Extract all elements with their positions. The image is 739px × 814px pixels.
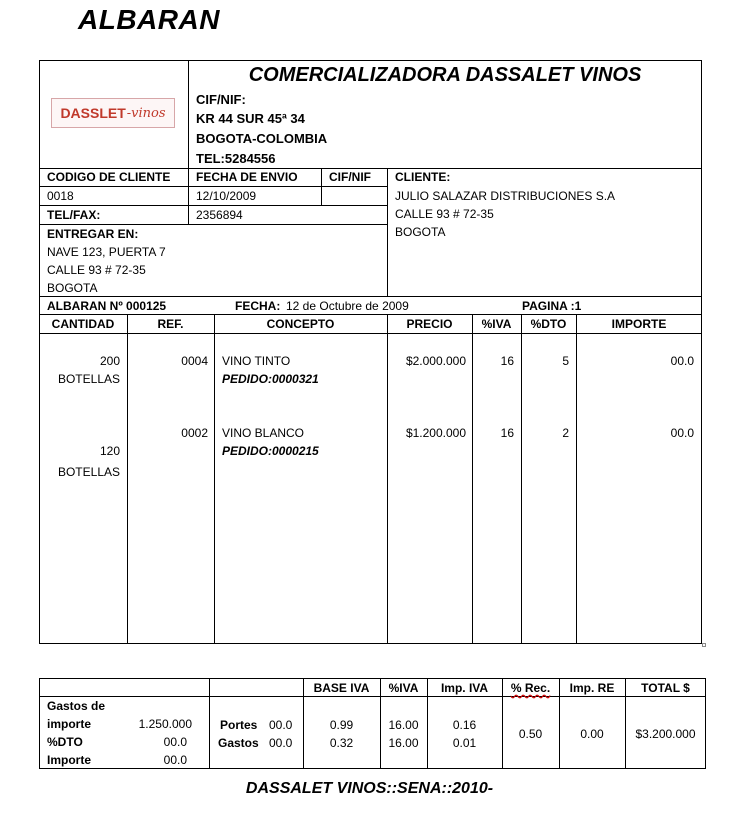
company-cif-label: CIF/NIF: xyxy=(196,92,246,107)
pct-rec-value: 0.50 xyxy=(518,727,543,741)
divider xyxy=(387,168,388,296)
gastos-value: 1.250.000 xyxy=(138,717,192,731)
pct-iva-value: 16.00 xyxy=(388,736,419,750)
item-concepto: VINO BLANCO xyxy=(222,426,305,440)
divider xyxy=(39,314,702,315)
item-precio: $2.000.000 xyxy=(405,354,466,368)
cliente-line: JULIO SALAZAR DISTRIBUCIONES S.A xyxy=(395,189,616,203)
portes-value: 00.0 xyxy=(269,718,293,732)
company-city: BOGOTA-COLOMBIA xyxy=(196,131,328,146)
entregar-line: NAVE 123, PUERTA 7 xyxy=(47,245,166,259)
col-header-concepto: CONCEPTO xyxy=(266,317,335,331)
totals-header-pct-iva: %IVA xyxy=(388,681,419,695)
totals-header-pct-rec xyxy=(502,681,559,695)
divider xyxy=(209,678,210,769)
gastos2-value: 00.0 xyxy=(269,736,293,750)
divider xyxy=(39,224,387,225)
divider xyxy=(39,186,387,187)
item-importe: 00.0 xyxy=(670,426,694,440)
col-header-dto: %DTO xyxy=(530,317,567,331)
gastos-label: Gastos de xyxy=(47,699,106,713)
document-title: ALBARAN xyxy=(78,4,220,35)
col-header-cantidad: CANTIDAD xyxy=(51,317,115,331)
totals-header-imp-re: Imp. RE xyxy=(569,681,615,695)
fecha-envio-value: 12/10/2009 xyxy=(196,189,257,203)
fecha-envio-label: FECHA DE ENVIO xyxy=(196,170,298,184)
base-iva-value: 0.99 xyxy=(329,718,354,732)
footer-text: DASSALET VINOS::SENA::2010- xyxy=(245,780,494,797)
importe-label: Importe xyxy=(47,753,92,767)
item-pedido: PEDIDO:0000321 xyxy=(222,372,319,386)
item-ref: 0002 xyxy=(181,426,208,440)
item-importe: 00.0 xyxy=(670,354,694,368)
entregar-line: CALLE 93 # 72-35 xyxy=(47,263,146,277)
entregar-line: BOGOTA xyxy=(47,281,98,295)
totals-header-total: TOTAL $ xyxy=(641,681,690,695)
divider xyxy=(188,168,189,224)
importe-value: 00.0 xyxy=(163,753,187,767)
logo-text: DASSLET xyxy=(60,105,126,121)
company-name: COMERCIALIZADORA DASSALET VINOS xyxy=(248,64,642,86)
divider xyxy=(39,205,387,206)
dto-value: 00.0 xyxy=(163,735,187,749)
divider xyxy=(39,696,706,697)
item-concepto: VINO TINTO xyxy=(222,354,291,368)
col-header-precio: PRECIO xyxy=(406,317,453,331)
dto-label: %DTO xyxy=(47,735,83,749)
divider xyxy=(39,296,702,297)
item-ref: 0004 xyxy=(181,354,208,368)
item-unidad: BOTELLAS xyxy=(57,372,120,386)
gastos2-label: Gastos xyxy=(218,736,259,750)
codigo-cliente-label: CODIGO DE CLIENTE xyxy=(47,170,171,184)
entregar-label: ENTREGAR EN: xyxy=(47,227,139,241)
imp-iva-value: 0.01 xyxy=(452,736,477,750)
item-pedido: PEDIDO:0000215 xyxy=(222,444,319,458)
item-dto: 2 xyxy=(562,426,569,440)
company-address: KR 44 SUR 45ª 34 xyxy=(196,111,305,126)
col-header-iva: %IVA xyxy=(481,317,512,331)
portes-label: Portes xyxy=(220,718,258,732)
item-cantidad: 120 xyxy=(99,444,120,458)
cliente-label: CLIENTE: xyxy=(395,170,451,184)
pagina: PAGINA :1 xyxy=(522,299,582,313)
imp-re-value: 0.00 xyxy=(580,727,604,741)
albaran-number: ALBARAN Nº 000125 xyxy=(47,299,167,313)
totals-header-imp-iva: Imp. IVA xyxy=(440,681,489,695)
divider xyxy=(214,314,215,644)
item-precio: $1.200.000 xyxy=(405,426,466,440)
gastos-label-2: importe xyxy=(47,717,92,731)
fecha-value: 12 de Octubre de 2009 xyxy=(286,299,409,313)
total-value: $3.200.000 xyxy=(635,727,696,741)
cif-nif-label: CIF/NIF xyxy=(329,170,371,184)
col-header-importe: IMPORTE xyxy=(611,317,667,331)
cliente-line: BOGOTA xyxy=(395,225,446,239)
logo-tagline: -vinos xyxy=(126,105,166,121)
item-dto: 5 xyxy=(562,354,569,368)
base-iva-value: 0.32 xyxy=(329,736,354,750)
telfax-label: TEL/FAX: xyxy=(47,208,101,222)
resize-handle[interactable] xyxy=(702,643,706,647)
cliente-line: CALLE 93 # 72-35 xyxy=(395,207,494,221)
item-iva: 16 xyxy=(500,426,514,440)
item-unidad: BOTELLAS xyxy=(57,465,120,479)
item-cantidad: 200 xyxy=(99,354,120,368)
fecha-label: FECHA: xyxy=(235,299,281,313)
invoice-frame xyxy=(39,60,702,644)
company-logo xyxy=(51,98,175,128)
codigo-cliente-value: 0018 xyxy=(47,189,74,203)
divider xyxy=(39,168,702,169)
pct-rec-text: % Rec. xyxy=(510,681,551,695)
company-phone: TEL:5284556 xyxy=(196,151,276,166)
pct-iva-value: 16.00 xyxy=(388,718,419,732)
divider xyxy=(39,333,702,334)
item-iva: 16 xyxy=(500,354,514,368)
totals-header-base-iva: BASE IVA xyxy=(313,681,370,695)
imp-iva-value: 0.16 xyxy=(452,718,477,732)
col-header-ref: REF. xyxy=(157,317,184,331)
telfax-value: 2356894 xyxy=(196,208,243,222)
